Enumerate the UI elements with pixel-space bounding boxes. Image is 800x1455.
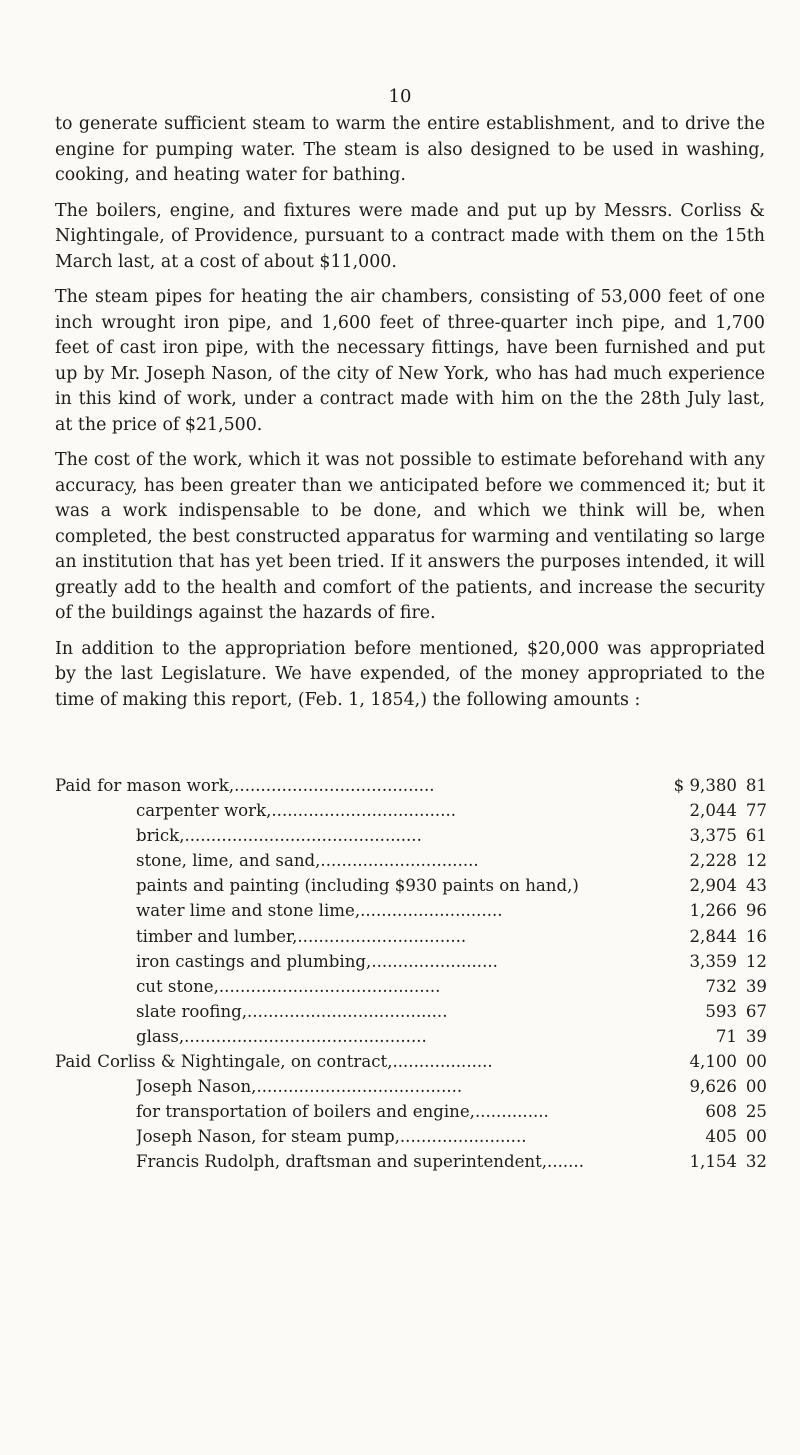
account-row xyxy=(55,1074,767,1099)
account-item xyxy=(136,1024,710,1049)
account-amount: 593 xyxy=(705,1001,737,1021)
account-amount: 732 xyxy=(705,976,737,996)
account-lead: Paid xyxy=(55,1052,92,1072)
account-item xyxy=(136,1124,699,1149)
account-item xyxy=(136,1149,683,1174)
account-cents: 43 xyxy=(745,876,767,896)
account-cents: 96 xyxy=(745,901,767,921)
account-amount: 4,100 xyxy=(689,1052,737,1072)
body-text xyxy=(55,112,765,723)
account-item xyxy=(136,949,683,974)
account-lead: Paid xyxy=(55,776,92,795)
dot-leader: ........................... xyxy=(360,901,503,921)
account-cents: 39 xyxy=(745,1026,767,1046)
account-cents: 12 xyxy=(745,851,767,871)
account-item-label: water lime and stone lime, xyxy=(136,901,361,921)
paragraph-4: The cost of the work, which it was not possible to estimate beforehand with any accuracy, has been greater than we anticipated before we commenced it; but it was a work indispensable to be done, and which we think will be, when completed, the best constructed apparatus for warming and ventilating so large an institution that has yet been tried. If it answers the purposes intended, it will greatly add to the health and comfort of the patients, and increase the security of the buildings against the hazards of fire. xyxy=(55,450,765,623)
account-item-label: iron castings and plumbing, xyxy=(136,951,372,971)
account-row xyxy=(55,1099,767,1124)
account-item-label: Francis Rudolph, draftsman and superintendent, xyxy=(136,1152,548,1172)
account-amount: 2,228 xyxy=(689,851,737,871)
account-item-label: carpenter work, xyxy=(136,801,272,821)
account-item xyxy=(136,848,683,873)
accounts-list xyxy=(55,773,767,1175)
account-item-label: stone, lime, and sand, xyxy=(136,851,321,871)
account-row xyxy=(55,924,767,949)
account-amount: 1,154 xyxy=(689,1152,737,1172)
account-row xyxy=(55,1024,767,1049)
account-cents: 00 xyxy=(745,1127,767,1147)
account-amount: 2,904 xyxy=(689,876,737,896)
paragraph-1: to generate sufficient steam to warm the entire establishment, and to drive the engine for pumping water. The steam is also designed to be used in washing, cooking, and heating water for bathing. xyxy=(55,114,765,185)
dot-leader: ............................................. xyxy=(184,826,422,846)
dot-leader: ...................................... xyxy=(247,1001,448,1021)
account-item-label: Corliss & Nightingale, on contract, xyxy=(97,1052,393,1072)
account-item xyxy=(136,1099,699,1124)
account-item xyxy=(136,823,683,848)
paragraph-3: The steam pipes for heating the air chambers, consisting of 53,000 feet of one inch wrought iron pipe, and 1,600 feet of three-quarter inch pipe, and 1,700 feet of cast iron pipe, with the necessary fittings, have been furnished and put up by Mr. Joseph Nason, of the city of New York, who has had much experience in this kind of work, under a contract made with him on the the 28th July last, at the price of $21,500. xyxy=(55,287,765,435)
account-row xyxy=(55,1124,767,1149)
account-amount: $ 9,380 xyxy=(673,776,737,795)
account-row xyxy=(55,949,767,974)
account-cents: 12 xyxy=(745,951,767,971)
dot-leader: ................... xyxy=(392,1052,493,1072)
dot-leader: ....... xyxy=(547,1152,584,1172)
dot-leader: ................................ xyxy=(297,926,467,946)
page-number: 10 xyxy=(388,86,412,107)
account-row xyxy=(55,798,767,823)
account-item xyxy=(97,1049,683,1074)
account-item-label: for mason work, xyxy=(97,776,235,795)
account-cents: 00 xyxy=(745,1077,767,1097)
account-amount: 2,044 xyxy=(689,801,737,821)
account-item-label: timber and lumber, xyxy=(136,926,298,946)
account-row xyxy=(55,1049,767,1074)
account-item-label: cut stone, xyxy=(136,976,219,996)
account-amount: 2,844 xyxy=(689,926,737,946)
account-amount: 9,626 xyxy=(689,1077,737,1097)
account-row xyxy=(55,1149,767,1174)
account-amount: 3,375 xyxy=(689,826,737,846)
account-row xyxy=(55,974,767,999)
account-cents: 81 xyxy=(745,776,767,795)
account-row xyxy=(55,873,767,898)
account-cents: 32 xyxy=(745,1152,767,1172)
account-item-label: slate roofing, xyxy=(136,1001,248,1021)
account-item-label: brick, xyxy=(136,826,185,846)
account-amount: 608 xyxy=(705,1102,737,1122)
account-amount: 71 xyxy=(715,1026,737,1046)
dot-leader: .............................. xyxy=(320,851,479,871)
dot-leader: ........................ xyxy=(371,951,498,971)
dot-leader: .............................................. xyxy=(184,1026,427,1046)
account-amount: 1,266 xyxy=(689,901,737,921)
account-item xyxy=(136,873,683,898)
account-item xyxy=(136,898,683,923)
account-item xyxy=(97,773,667,798)
dot-leader: ....................................... xyxy=(256,1077,463,1097)
account-cents: 61 xyxy=(745,826,767,846)
account-cents: 16 xyxy=(745,926,767,946)
account-row xyxy=(55,773,767,798)
account-row xyxy=(55,823,767,848)
account-item-label: Joseph Nason, xyxy=(136,1077,257,1097)
account-amount: 405 xyxy=(705,1127,737,1147)
account-item xyxy=(136,798,683,823)
account-cents: 25 xyxy=(745,1102,767,1122)
account-item-label: glass, xyxy=(136,1026,185,1046)
account-row xyxy=(55,999,767,1024)
account-row xyxy=(55,898,767,923)
dot-leader: ........................ xyxy=(399,1127,527,1147)
account-item xyxy=(136,1074,683,1099)
account-cents: 67 xyxy=(745,1001,767,1021)
dot-leader: .............. xyxy=(474,1102,549,1122)
dot-leader: ................................... xyxy=(271,801,457,821)
account-amount: 3,359 xyxy=(689,951,737,971)
account-row xyxy=(55,848,767,873)
paragraph-2: The boilers, engine, and fixtures were made and put up by Messrs. Corliss & Nightingale, of Providence, pursuant to a contract made with them on the 15th March last, at a cost of about $11,000. xyxy=(55,200,765,272)
account-item xyxy=(136,924,683,949)
dot-leader: .......................................... xyxy=(218,976,441,996)
account-cents: 77 xyxy=(745,801,767,821)
paragraph-5: In addition to the appropriation before mentioned, $20,000 was appropriated by the last Legislature. We have expended, of the money appropriated to the time of making this report, (Feb. 1, 1854,) the following amounts : xyxy=(55,638,765,710)
account-item-label: paints and painting (including $930 paints on hand,) xyxy=(136,876,579,896)
dot-leader: ...................................... xyxy=(234,776,435,795)
account-item-label: for transportation of boilers and engine, xyxy=(136,1102,475,1122)
account-cents: 39 xyxy=(745,976,767,996)
account-item xyxy=(136,974,699,999)
account-cents: 00 xyxy=(745,1052,767,1072)
account-item xyxy=(136,999,699,1024)
account-item-label: Joseph Nason, for steam pump, xyxy=(136,1127,400,1147)
